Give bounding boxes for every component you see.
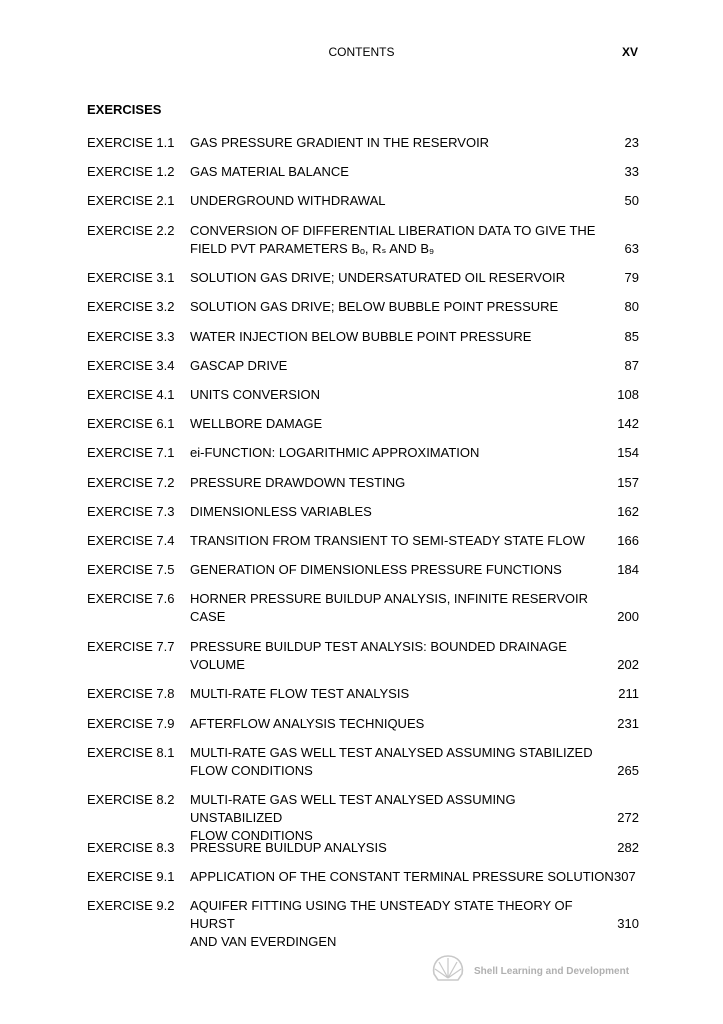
exercise-label: EXERCISE 9.2 xyxy=(87,898,175,914)
exercise-title xyxy=(190,638,600,674)
exercise-label: EXERCISE 4.1 xyxy=(87,386,175,402)
exercise-page-number: 282 xyxy=(617,839,639,855)
exercise-label: EXERCISE 3.3 xyxy=(87,328,175,344)
exercise-page-number: 80 xyxy=(624,299,639,315)
exercise-title-line: MULTI-RATE GAS WELL TEST ANALYSED ASSUMING STABILIZED xyxy=(190,744,593,760)
exercise-title xyxy=(190,386,320,404)
exercise-label: EXERCISE 7.3 xyxy=(87,503,175,519)
exercise-label: EXERCISE 7.7 xyxy=(87,638,175,654)
exercise-page-number: 157 xyxy=(617,474,639,490)
running-header xyxy=(0,45,723,61)
running-title: CONTENTS xyxy=(328,45,395,59)
exercise-title xyxy=(190,590,600,626)
exercise-title xyxy=(190,163,349,181)
exercise-title-line: CONVERSION OF DIFFERENTIAL LIBERATION DATA TO GIVE THE xyxy=(190,222,596,238)
exercise-title xyxy=(190,791,600,845)
exercise-title-line: FIELD PVT PARAMETERS Bₒ, Rₛ AND B₉ xyxy=(190,240,435,256)
exercise-label: EXERCISE 7.4 xyxy=(87,532,175,548)
exercise-title-line: FLOW CONDITIONS xyxy=(190,828,313,844)
exercise-page-number: 162 xyxy=(617,503,639,519)
exercise-title-line: APPLICATION OF THE CONSTANT TERMINAL PRESSURE SOLUTION xyxy=(190,868,614,884)
exercise-label: EXERCISE 8.3 xyxy=(87,839,175,855)
exercise-label: EXERCISE 2.2 xyxy=(87,222,175,238)
exercise-title xyxy=(190,415,322,433)
exercise-title-line: GENERATION OF DIMENSIONLESS PRESSURE FUNCTIONS xyxy=(190,562,562,578)
exercise-title-line: AQUIFER FITTING USING THE UNSTEADY STATE THEORY OF HURST xyxy=(190,898,573,932)
exercise-title-line: FLOW CONDITIONS xyxy=(190,762,313,778)
exercise-title-line: PRESSURE BUILDUP ANALYSIS xyxy=(190,839,387,855)
exercise-title xyxy=(190,474,405,492)
exercise-title xyxy=(190,328,531,346)
exercise-title-line: MULTI-RATE FLOW TEST ANALYSIS xyxy=(190,686,410,702)
exercise-title xyxy=(190,222,600,258)
exercise-title-line: PRESSURE DRAWDOWN TESTING xyxy=(190,474,406,490)
exercise-title xyxy=(190,715,424,733)
exercise-label: EXERCISE 3.2 xyxy=(87,299,175,315)
exercise-title-line: VOLUME xyxy=(190,656,245,672)
publisher-footer: Shell Learning and Development xyxy=(474,966,630,977)
exercise-title xyxy=(190,744,600,780)
exercise-page-number: 202 xyxy=(617,656,639,672)
exercise-label: EXERCISE 1.2 xyxy=(87,164,175,180)
exercise-page-number: 154 xyxy=(617,445,639,461)
exercise-label: EXERCISE 8.1 xyxy=(87,744,175,760)
page-number: XV xyxy=(621,45,638,59)
exercise-title xyxy=(190,134,489,152)
exercise-label: EXERCISE 7.9 xyxy=(87,715,175,731)
exercise-title xyxy=(190,897,600,951)
section-heading: EXERCISES xyxy=(87,102,162,117)
exercise-title-line: GAS MATERIAL BALANCE xyxy=(190,164,349,180)
exercise-title-line: WELLBORE DAMAGE xyxy=(190,416,323,432)
exercise-page-number: 79 xyxy=(624,270,639,286)
exercise-label: EXERCISE 3.1 xyxy=(87,270,175,286)
exercise-title xyxy=(190,561,562,579)
exercise-label: EXERCISE 2.1 xyxy=(87,193,175,209)
exercise-title-line: PRESSURE BUILDUP TEST ANALYSIS: BOUNDED DRAINAGE xyxy=(190,638,567,654)
exercise-title-line: AND VAN EVERDINGEN xyxy=(190,934,337,950)
exercise-page-number: 142 xyxy=(617,416,639,432)
exercise-title xyxy=(190,357,287,375)
exercise-title-line: ei-FUNCTION: LOGARITHMIC APPROXIMATION xyxy=(190,445,480,461)
exercise-title-line: UNDERGROUND WITHDRAWAL xyxy=(190,193,386,209)
exercise-title xyxy=(190,839,387,857)
exercise-title xyxy=(190,503,372,521)
exercise-page-number: 272 xyxy=(617,810,639,826)
exercise-title-line: SOLUTION GAS DRIVE; BELOW BUBBLE POINT PRESSURE xyxy=(190,299,559,315)
shell-logo-icon xyxy=(430,954,466,984)
exercise-page-number: 184 xyxy=(617,562,639,578)
exercise-title-line: CASE xyxy=(190,609,226,625)
exercise-label: EXERCISE 8.2 xyxy=(87,792,175,808)
exercise-title-line: TRANSITION FROM TRANSIENT TO SEMI-STEADY STATE FLOW xyxy=(190,532,585,548)
exercise-title xyxy=(190,269,565,287)
exercise-label: EXERCISE 7.6 xyxy=(87,591,175,607)
exercise-page-number: 23 xyxy=(624,135,639,150)
exercise-page-number: 200 xyxy=(617,609,639,625)
exercise-page-number: 307 xyxy=(614,868,636,884)
exercise-page-number: 265 xyxy=(617,762,639,778)
exercise-title xyxy=(190,685,409,703)
exercise-title xyxy=(190,868,614,886)
exercise-title-line: HORNER PRESSURE BUILDUP ANALYSIS, INFINITE RESERVOIR xyxy=(190,591,589,607)
exercise-page-number: 50 xyxy=(624,193,639,209)
exercise-title xyxy=(190,192,385,210)
exercise-page-number: 33 xyxy=(624,164,639,180)
exercise-title-line: SOLUTION GAS DRIVE; UNDERSATURATED OIL RESERVOIR xyxy=(190,270,566,286)
exercise-page-number: 108 xyxy=(617,386,639,402)
exercise-label: EXERCISE 3.4 xyxy=(87,357,175,373)
exercise-label: EXERCISE 7.5 xyxy=(87,562,175,578)
exercise-title-line: MULTI-RATE GAS WELL TEST ANALYSED ASSUMING UNSTABILIZED xyxy=(190,792,516,826)
exercise-title-line: GAS PRESSURE GRADIENT IN THE RESERVOIR xyxy=(190,135,490,150)
exercise-label: EXERCISE 7.1 xyxy=(87,445,175,461)
exercise-title-line: WATER INJECTION BELOW BUBBLE POINT PRESSURE xyxy=(190,328,532,344)
exercise-title xyxy=(190,532,585,550)
exercise-page-number: 87 xyxy=(624,357,639,373)
exercise-page-number: 85 xyxy=(624,328,639,344)
exercise-label: EXERCISE 1.1 xyxy=(87,135,175,150)
exercise-label: EXERCISE 6.1 xyxy=(87,416,175,432)
exercise-label: EXERCISE 7.2 xyxy=(87,474,175,490)
exercise-title-line: GASCAP DRIVE xyxy=(190,357,288,373)
exercise-title-line: DIMENSIONLESS VARIABLES xyxy=(190,503,372,519)
exercise-label: EXERCISE 7.8 xyxy=(87,686,175,702)
exercise-page-number: 63 xyxy=(624,240,639,256)
exercise-page-number: 166 xyxy=(617,532,639,548)
exercise-page-number: 211 xyxy=(618,686,639,702)
exercise-page-number: 231 xyxy=(617,715,639,731)
exercise-title xyxy=(190,298,558,316)
exercise-title xyxy=(190,444,479,462)
exercise-label: EXERCISE 9.1 xyxy=(87,868,175,884)
exercise-title-line: AFTERFLOW ANALYSIS TECHNIQUES xyxy=(190,715,425,731)
exercise-title-line: UNITS CONVERSION xyxy=(190,386,321,402)
exercise-page-number: 310 xyxy=(617,916,639,932)
